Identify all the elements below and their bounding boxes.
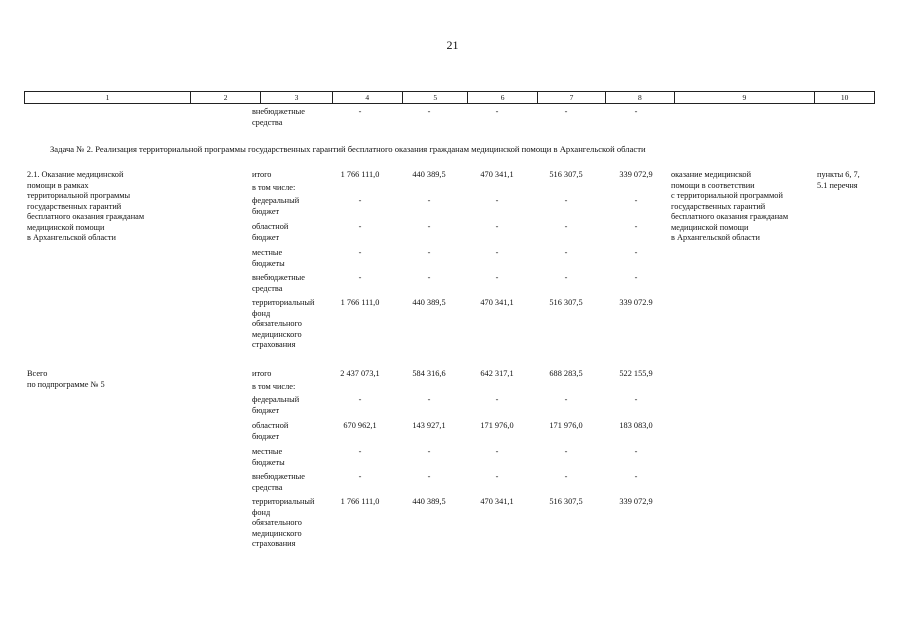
section2-row-3-value-2: 143 927,1 — [412, 421, 446, 430]
funding-source-label: федеральный бюджет — [252, 196, 300, 216]
section2-row-4-value-3: - — [495, 447, 499, 456]
section1-row-3-value-5: - — [634, 222, 638, 231]
section1-row-2-value-1: - — [358, 196, 362, 205]
section2-row-3-value-1: 670 962,1 — [343, 421, 377, 430]
section1-name: 2.1. Оказание медицинской помощи в рамках территориальной программы государственных гарантий бесплатного оказания гражданам медицинской помощи в Архангельской области — [27, 170, 145, 242]
section1-result: оказание медицинской помощи в соответствии с территориальной программой государственных гарантий бесплатного оказания гражданам медицинской помощи в Архангельской области — [671, 170, 789, 242]
section1-row-6-value-2: 440 389,5 — [412, 298, 446, 307]
funding-source-label: внебюджетные средства — [252, 273, 305, 293]
section1-row-2-value-3: - — [495, 196, 499, 205]
top-row-value-5: - — [634, 107, 638, 116]
header-col-10: 10 — [815, 92, 875, 104]
section1-row-4-value-4: - — [564, 248, 568, 257]
column-number-header — [24, 91, 875, 104]
section2-row-4-value-5: - — [634, 447, 638, 456]
top-row-value-3: - — [495, 107, 499, 116]
funding-source-label: областной бюджет — [252, 222, 289, 242]
section1-reference: пункты 6, 7, 5.1 перечня — [817, 170, 860, 190]
page-number: 21 — [446, 38, 459, 52]
section1-row-2-value-4: - — [564, 196, 568, 205]
section1-row-0-value-5: 339 072,9 — [619, 170, 653, 179]
section2-row-4-value-1: - — [358, 447, 362, 456]
section1-row-6-value-4: 516 307,5 — [549, 298, 583, 307]
header-col-8: 8 — [606, 92, 674, 104]
header-col-3: 3 — [261, 92, 332, 104]
funding-source-label: территориальный фонд обязательного медицинского страхования — [252, 298, 315, 349]
funding-source-label: местные бюджеты — [252, 447, 285, 467]
section1-row-5-value-3: - — [495, 273, 499, 282]
section1-row-4-value-1: - — [358, 248, 362, 257]
section1-row-0-value-2: 440 389,5 — [412, 170, 446, 179]
header-col-1: 1 — [25, 92, 191, 104]
funding-source-label: в том числе: — [252, 183, 296, 192]
header-col-4: 4 — [332, 92, 402, 104]
section2-row-5-value-3: - — [495, 472, 499, 481]
header-col-5: 5 — [402, 92, 467, 104]
header-col-9: 9 — [674, 92, 815, 104]
section2-row-0-value-2: 584 316,6 — [412, 369, 446, 378]
section2-row-2-value-2: - — [427, 395, 431, 404]
section1-row-4-value-2: - — [427, 248, 431, 257]
task-title: Задача № 2. Реализация территориальной программы государственных гарантий бесплатного оказания гражданам медицинской помощи в Архангельской области — [50, 144, 646, 154]
row-label: внебюджетные средства — [252, 107, 305, 127]
section2-row-6-value-4: 516 307,5 — [549, 497, 583, 506]
section2-row-6-value-1: 1 766 111,0 — [340, 497, 380, 506]
section1-row-4-value-3: - — [495, 248, 499, 257]
section2-row-6-value-2: 440 389,5 — [412, 497, 446, 506]
section2-row-6-value-3: 470 341,1 — [480, 497, 514, 506]
section1-row-2-value-5: - — [634, 196, 638, 205]
funding-source-label: территориальный фонд обязательного медицинского страхования — [252, 497, 315, 548]
section1-row-0-value-1: 1 766 111,0 — [340, 170, 380, 179]
funding-source-label: областной бюджет — [252, 421, 289, 441]
section2-row-2-value-3: - — [495, 395, 499, 404]
section2-row-4-value-2: - — [427, 447, 431, 456]
section2-row-0-value-3: 642 317,1 — [480, 369, 514, 378]
section1-row-2-value-2: - — [427, 196, 431, 205]
section1-row-5-value-2: - — [427, 273, 431, 282]
section2-row-3-value-4: 171 976,0 — [549, 421, 583, 430]
funding-source-label: федеральный бюджет — [252, 395, 300, 415]
header-col-7: 7 — [537, 92, 605, 104]
funding-source-label: итого — [252, 170, 272, 179]
top-row-value-1: - — [358, 107, 362, 116]
funding-source-label: местные бюджеты — [252, 248, 285, 268]
section2-row-2-value-5: - — [634, 395, 638, 404]
section2-row-6-value-5: 339 072,9 — [619, 497, 653, 506]
section1-row-3-value-4: - — [564, 222, 568, 231]
section1-row-3-value-3: - — [495, 222, 499, 231]
section2-row-0-value-4: 688 283,5 — [549, 369, 583, 378]
section1-row-6-value-3: 470 341,1 — [480, 298, 514, 307]
top-row-value-4: - — [564, 107, 568, 116]
section2-row-3-value-3: 171 976,0 — [480, 421, 514, 430]
section1-row-0-value-3: 470 341,1 — [480, 170, 514, 179]
funding-source-label: итого — [252, 369, 272, 378]
header-col-6: 6 — [468, 92, 537, 104]
section2-name: Всего по подпрограмме № 5 — [27, 369, 105, 389]
section1-row-6-value-5: 339 072.9 — [619, 298, 653, 307]
section1-row-5-value-5: - — [634, 273, 638, 282]
section2-row-3-value-5: 183 083,0 — [619, 421, 653, 430]
funding-source-label: внебюджетные средства — [252, 472, 305, 492]
section1-row-5-value-1: - — [358, 273, 362, 282]
section2-row-0-value-5: 522 155,9 — [619, 369, 653, 378]
header-col-2: 2 — [190, 92, 260, 104]
section1-row-4-value-5: - — [634, 248, 638, 257]
section2-row-5-value-4: - — [564, 472, 568, 481]
section1-row-5-value-4: - — [564, 273, 568, 282]
section1-row-3-value-2: - — [427, 222, 431, 231]
section1-row-0-value-4: 516 307,5 — [549, 170, 583, 179]
funding-source-label: в том числе: — [252, 382, 296, 391]
section2-row-2-value-4: - — [564, 395, 568, 404]
section1-row-3-value-1: - — [358, 222, 362, 231]
section2-row-2-value-1: - — [358, 395, 362, 404]
section1-row-6-value-1: 1 766 111,0 — [340, 298, 380, 307]
section2-row-5-value-1: - — [358, 472, 362, 481]
section2-row-5-value-2: - — [427, 472, 431, 481]
section2-row-0-value-1: 2 437 073,1 — [340, 369, 380, 378]
section2-row-4-value-4: - — [564, 447, 568, 456]
top-row-value-2: - — [427, 107, 431, 116]
section2-row-5-value-5: - — [634, 472, 638, 481]
